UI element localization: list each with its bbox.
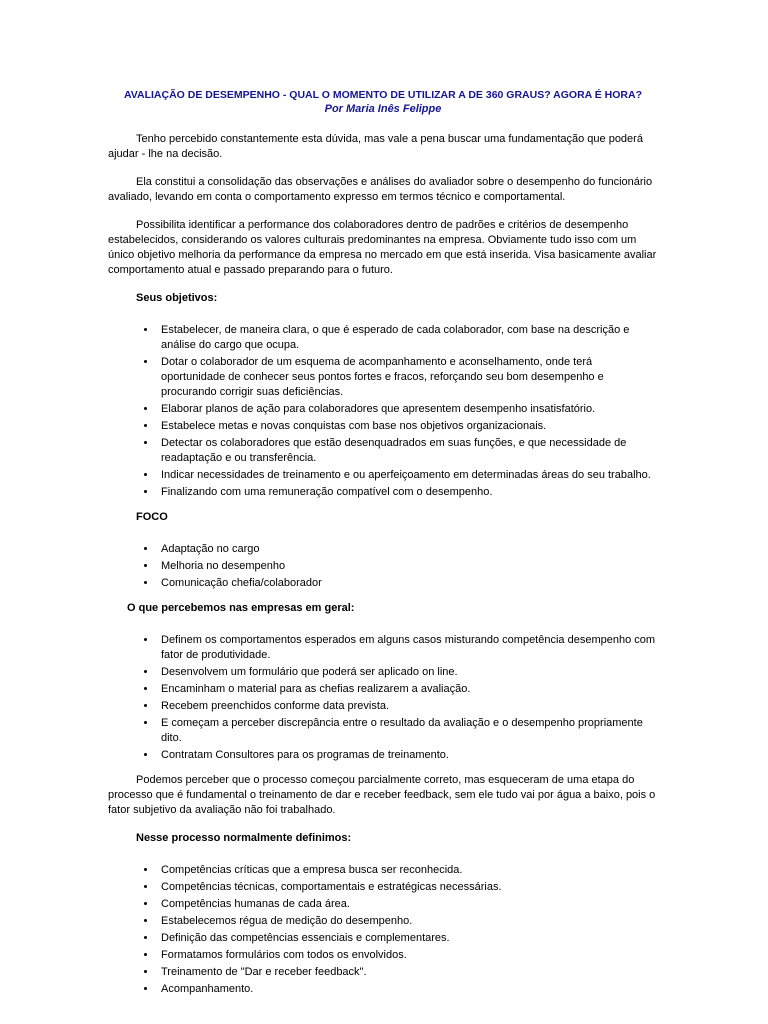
bullet-list-processo [108,863,658,997]
bullet-list-objetivos [108,323,658,500]
list-item: • Detectar os colaboradores que estão desenquadrados em suas funções, e que necessidade de readaptação e ou transferência. [157,436,658,466]
paragraph-definition: Ela constitui a consolidação das observações e análises do avaliador sobre o desempenho do funcionário avaliado, levando em conta o comportamento expresso em termos técnico e comportamental. [108,176,653,203]
list-item: • Estabelece metas e novas conquistas com base nos objetivos organizacionais. [157,419,658,434]
list-item: • Indicar necessidades de treinamento e ou aperfeiçoamento em determinadas áreas do seu trabalho. [157,468,658,483]
list-item: • Encaminham o material para as chefias realizarem a avaliação. [157,682,658,697]
list-item: • Melhoria no desempenho [157,559,658,574]
section-heading-empresas: O que percebemos nas empresas em geral: [127,602,355,614]
list-item: • Estabelecemos régua de medição do desempenho. [157,914,658,929]
list-item: • Treinamento de "Dar e receber feedback". [157,965,658,980]
bullet-list-foco [108,542,658,591]
section-heading-processo: Nesse processo normalmente definimos: [136,832,352,844]
list-item: • Recebem preenchidos conforme data prevista. [157,699,658,714]
list-item: • Finalizando com uma remuneração compatível com o desempenho. [157,485,658,500]
list-item: • E começam a perceber discrepância entre o resultado da avaliação e o desempenho propriamente dito. [157,716,658,746]
list-item: • Competências técnicas, comportamentais e estratégicas necessárias. [157,880,658,895]
list-item: • Formatamos formulários com todos os envolvidos. [157,948,658,963]
section-heading-foco: FOCO [136,511,168,523]
list-item: • Estabelecer, de maneira clara, o que é esperado de cada colaborador, com base na descrição e análise do cargo que ocupa. [157,323,658,353]
document-title: AVALIAÇÃO DE DESEMPENHO - QUAL O MOMENTO DE UTILIZAR A DE 360 GRAUS? AGORA É HORA? [123,89,643,101]
paragraph-podemos: Podemos perceber que o processo começou parcialmente correto, mas esqueceram de uma etapa do processo que é fundamental o treinamento de dar e receber feedback, sem ele tudo vai por água a baixo, pois o fator subjetivo da avaliação não foi trabalhado. [108,774,656,816]
bullet-list-empresas [108,633,658,763]
list-item: • Desenvolvem um formulário que poderá ser aplicado on line. [157,665,658,680]
list-item: • Acompanhamento. [157,982,658,997]
list-item: • Dotar o colaborador de um esquema de acompanhamento e aconselhamento, onde terá oportunidade de conhecer seus pontos fortes e fracos, reforçando seu bom desempenho e procurando corrigir suas deficiências. [157,355,658,400]
list-item: • Competências críticas que a empresa busca ser reconhecida. [157,863,658,878]
list-item: • Definem os comportamentos esperados em alguns casos misturando competência desempenho com fator de produtividade. [157,633,658,663]
document-byline: Por Maria Inês Felippe [324,103,442,115]
paragraph-possibilita: Possibilita identificar a performance dos colaboradores dentro de padrões e critérios de desempenho estabelecidos, considerando os valores culturais predominantes na empresa. Obviamente tudo isso com um único objetivo melhoria da performance da empresa no mercado em que está inserida. Visa basicamente avaliar comportamento atual e passado preparando para o futuro. [108,219,657,276]
list-item: • Comunicação chefia/colaborador [157,576,658,591]
list-item: • Contratam Consultores para os programas de treinamento. [157,748,658,763]
list-item: • Adaptação no cargo [157,542,658,557]
paragraph-intro: Tenho percebido constantemente esta dúvida, mas vale a pena buscar uma fundamentação que poderá ajudar - lhe na decisão. [108,133,643,160]
list-item: • Competências humanas de cada área. [157,897,658,912]
section-heading-objetivos: Seus objetivos: [136,292,218,304]
list-item: • Elaborar planos de ação para colaboradores que apresentem desempenho insatisfatório. [157,402,658,417]
list-item: • Definição das competências essenciais e complementares. [157,931,658,946]
